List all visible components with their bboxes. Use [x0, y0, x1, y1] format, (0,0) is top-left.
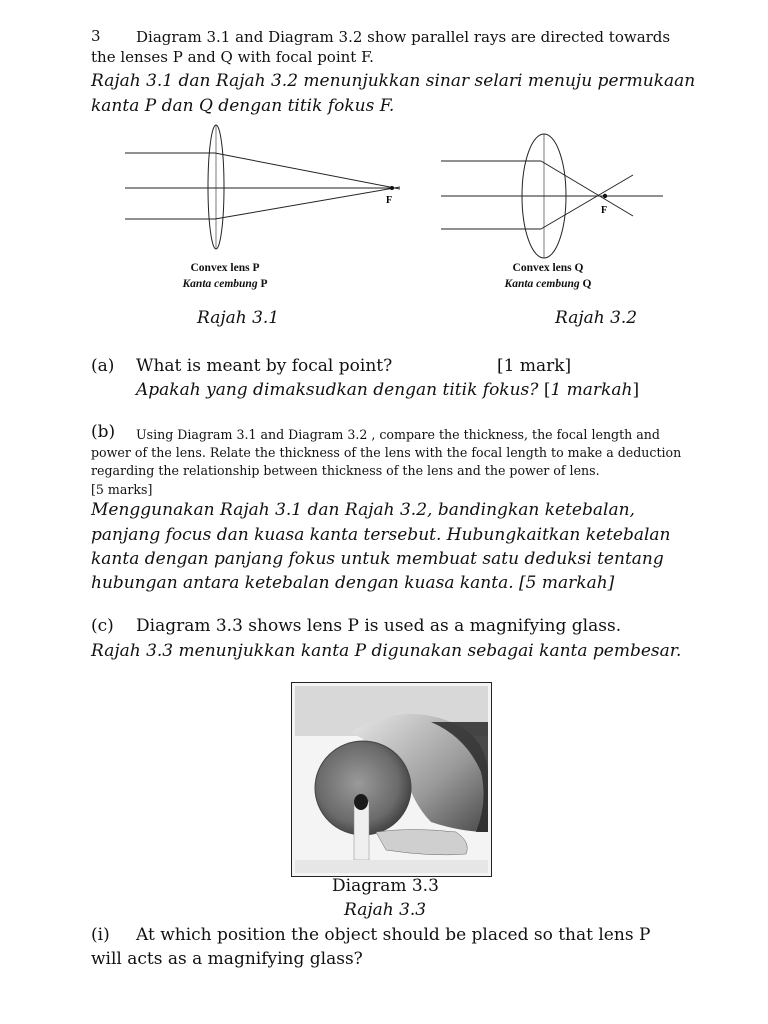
part-b-marks: [5 marks]	[91, 482, 153, 497]
intro-my-line1: Rajah 3.1 dan Rajah 3.2 menunjukkan sinar selari menuju permukaan	[91, 71, 696, 91]
lens-p-caption-my	[160, 278, 290, 290]
diagram-3-3-label: Diagram 3.3	[332, 876, 439, 896]
part-a-marks-my: 1 markah	[550, 380, 633, 400]
part-b-my-line1: Menggunakan Rajah 3.1 dan Rajah 3.2, bandingkan ketebalan,	[91, 500, 635, 520]
match-head	[354, 794, 368, 810]
rajah-3-1: Rajah 3.1	[197, 308, 280, 328]
photo-background-bottom	[295, 860, 488, 873]
focal-point-q	[603, 194, 607, 198]
part-b-my-line2: panjang focus dan kuasa kanta tersebut. Hubungkaitkan ketebalan	[91, 525, 671, 545]
part-b-label: (b)	[91, 422, 116, 442]
part-b-line1: Using Diagram 3.1 and Diagram 3.2 , compare the thickness, the focal length and	[136, 427, 660, 442]
part-c-text-en: Diagram 3.3 shows lens P is used as a magnifying glass.	[136, 616, 622, 636]
intro-my-line2: kanta P dan Q dengan titik fokus F.	[91, 96, 395, 116]
part-i-line1: At which position the object should be placed so that lens P	[136, 925, 651, 945]
diagram-3-2	[438, 120, 678, 265]
part-a-question-my-text: Apakah yang dimaksudkan dengan titik fokus?	[136, 380, 539, 400]
part-a-marks-my-open: [	[543, 380, 551, 400]
part-a-marks-my-close: ]	[632, 380, 640, 400]
intro-en-line2: the lenses P and Q with focal point F.	[91, 48, 374, 66]
ray-bottom-refracted	[541, 175, 633, 229]
part-a-question-en: What is meant by focal point?	[136, 356, 393, 376]
focal-label-q: F	[601, 205, 608, 216]
part-b-line3: regarding the relationship between thickness of the lens and the power of lens.	[91, 463, 600, 478]
ray-top-refracted	[541, 161, 633, 216]
part-i-line2: will acts as a magnifying glass?	[91, 949, 363, 969]
part-c-text-my: Rajah 3.3 menunjukkan kanta P digunakan sebagai kanta pembesar.	[91, 641, 682, 661]
question-number: 3	[91, 27, 101, 45]
lens-q-caption-my	[488, 278, 608, 290]
intro-en-line1: Diagram 3.1 and Diagram 3.2 show parallel rays are directed towards	[136, 28, 671, 46]
lens-q-caption-my-italic: Kanta cembung	[504, 278, 580, 290]
part-i-label: (i)	[91, 925, 110, 945]
part-b-line2: power of the lens. Relate the thickness of the lens with the focal length to make a deduction	[91, 445, 682, 460]
lens-q-caption-en: Convex lens Q	[512, 262, 584, 274]
focal-label-p: F	[386, 195, 393, 206]
part-a-label: (a)	[91, 356, 115, 376]
part-a-marks-en: [1 mark]	[497, 356, 572, 376]
part-b-my-line4: hubungan antara ketebalan dengan kuasa kanta. [5 markah]	[91, 573, 615, 593]
lens-p-caption-my-italic: Kanta cembung	[182, 278, 258, 290]
rajah-3-2: Rajah 3.2	[555, 308, 638, 328]
part-c-label: (c)	[91, 616, 114, 636]
match-stick	[354, 802, 369, 860]
rajah-3-3: Rajah 3.3	[344, 900, 427, 920]
lens-p-caption-my-letter: P	[260, 278, 268, 290]
part-a-question-my	[136, 380, 639, 400]
part-b-my-line3: kanta dengan panjang fokus untuk membuat satu deduksi tentang	[91, 549, 664, 569]
lens-p-caption-en: Convex lens P	[190, 262, 260, 274]
focal-point-p	[390, 186, 394, 190]
lens-q-caption-my-letter: Q	[582, 278, 592, 290]
ray-top-refracted	[215, 153, 400, 189]
ray-bottom-refracted	[215, 187, 400, 219]
diagram-3-3-photo	[291, 682, 492, 877]
diagram-3-1	[120, 120, 410, 260]
